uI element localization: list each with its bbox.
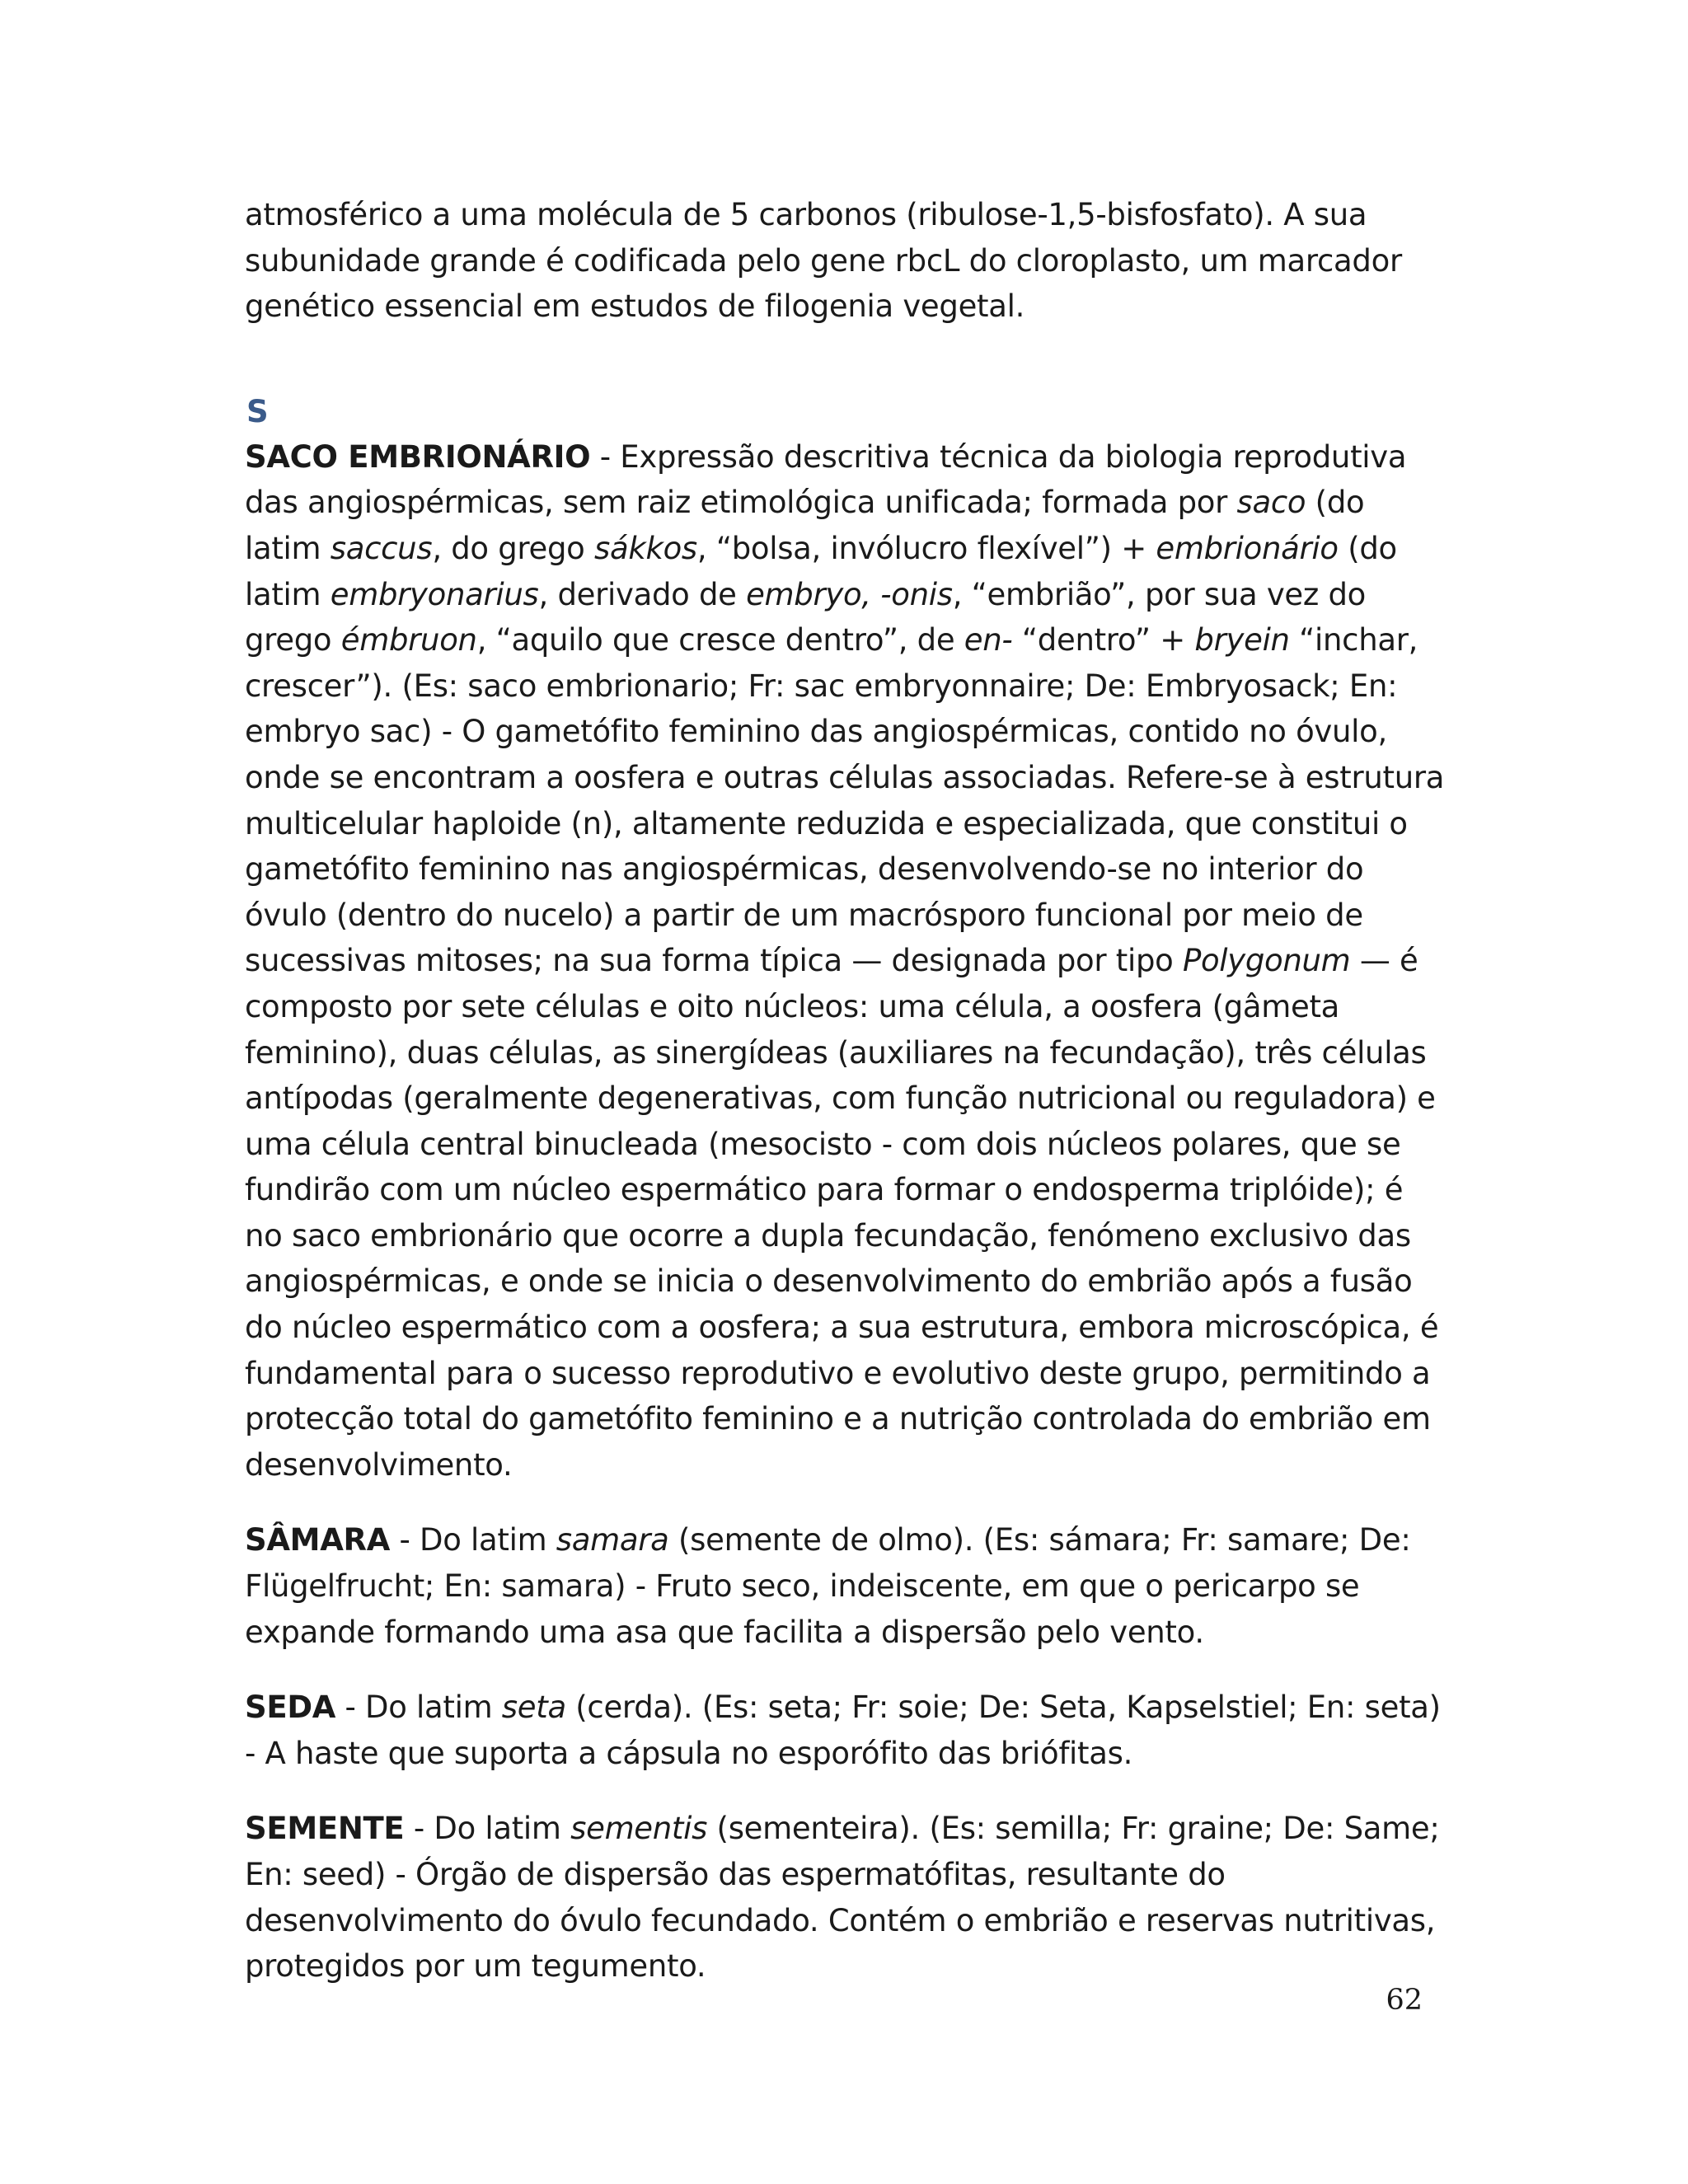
entry-text: - Do latim: [404, 1811, 571, 1847]
section-letter-heading: S: [246, 393, 269, 429]
entry-term: SEDA: [245, 1690, 336, 1726]
entry-italic: embrionário: [1156, 530, 1339, 566]
entry-italic: en-: [964, 622, 1013, 658]
entry-italic: samara: [556, 1522, 669, 1558]
entry-text: , “bolsa, invólucro flexível”) +: [696, 530, 1156, 566]
entry-italic: embryonarius: [330, 576, 539, 612]
glossary-entry-saco-embrionario: [245, 434, 1448, 1488]
page-content: [245, 192, 1448, 2019]
glossary-entry-seda: [245, 1685, 1448, 1776]
entry-italic: sementis: [570, 1811, 708, 1847]
entry-italic: sákkos: [593, 530, 697, 566]
entry-italic: saccus: [330, 530, 433, 566]
entry-text: (sementeira). (Es: semilla; Fr: graine; De: Same; En: seed) - Órgão de dispersão das espermatófitas, resultante do desenvolvimento do óvulo fecundado. Contém o embrião e reservas nutritivas, protegidos por um tegumento.: [245, 1811, 1440, 1985]
entry-text: - Expressão descritiva técnica da biologia reprodutiva das angiospérmicas, sem raiz etimológica unificada; formada por: [245, 438, 1407, 521]
entry-italic: bryein: [1194, 622, 1290, 658]
entry-text: (do latim: [245, 530, 1397, 612]
entry-text: (semente de olmo). (Es: sámara; Fr: samare; De: Flügelfrucht; En: samara) - Fruto seco, indeiscente, em que o pericarpo se expande formando uma asa que facilita a dispersão pelo vento.: [245, 1522, 1411, 1650]
entry-text: , “embrião”, por sua vez do grego: [245, 576, 1367, 658]
entry-text: “inchar, crescer”). (Es: saco embrionario; Fr: sac embryonnaire; De: Embryosack; En: embryo sac) - O gametófito feminino das angiospérmicas, contido no óvulo, onde se encontram a oosfera e outras células associadas. Refere-se à estrutura multicelular haploide (n), altamente reduzida e especializada, que constitui o gametófito feminino nas angiospérmicas, desenvolvendo-se no interior do óvulo (dentro do nucelo) a partir de um macrósporo funcional por meio de sucessivas mitoses; na sua forma típica — designada por tipo: [245, 622, 1445, 979]
page-number: 62: [1386, 1984, 1423, 2017]
entry-text: , derivado de: [538, 576, 747, 612]
entry-italic: seta: [501, 1690, 566, 1726]
entry-text: , “aquilo que cresce dentro”, de: [476, 622, 964, 658]
glossary-entry-samara: [245, 1517, 1448, 1655]
entry-text: “dentro” +: [1012, 622, 1195, 658]
entry-text: , do grego: [432, 530, 594, 566]
entry-text: - Do latim: [335, 1690, 502, 1726]
entry-text: - Do latim: [390, 1522, 556, 1558]
entry-term: SACO EMBRIONÁRIO: [245, 438, 591, 475]
entry-term: SEMENTE: [245, 1811, 405, 1847]
entry-text: (do latim: [245, 485, 1365, 566]
entry-text: (cerda). (Es: seta; Fr: soie; De: Seta, Kapselstiel; En: seta) - A haste que suporta a cápsula no esporófito das briófitas.: [245, 1690, 1441, 1771]
entry-term: SÂMARA: [245, 1522, 391, 1558]
entry-italic: embryo, -onis: [746, 576, 953, 612]
glossary-entry-semente: [245, 1806, 1448, 1989]
entry-italic: saco: [1236, 485, 1306, 521]
entry-text: — é composto por sete células e oito núcleos: uma célula, a oosfera (gâmeta feminino), duas células, as sinergídeas (auxiliares na fecundação), três células antípodas (geralmente degenerativas, com função nutricional ou reguladora) e uma célula central binucleada (mesocisto - com dois núcleos polares, que se fundirão com um núcleo espermático para formar o endosperma triplóide); é no saco embrionário que ocorre a dupla fecundação, fenómeno exclusivo das angiospérmicas, e onde se inicia o desenvolvimento do embrião após a fusão do núcleo espermático com a oosfera; a sua estrutura, embora microscópica, é fundamental para o sucesso reprodutivo e evolutivo deste grupo, permitindo a protecção total do gametófito feminino e a nutrição controlada do embrião em desenvolvimento.: [245, 943, 1439, 1483]
entry-italic: émbruon: [340, 622, 477, 658]
entry-italic: Polygonum: [1182, 943, 1351, 979]
intro-paragraph: atmosférico a uma molécula de 5 carbonos (ribulose-1,5-bisfosfato). A sua subunidade grande é codificada pelo gene rbcL do cloroplasto, um marcador genético essencial em estudos de filogenia vegetal.: [245, 197, 1402, 325]
